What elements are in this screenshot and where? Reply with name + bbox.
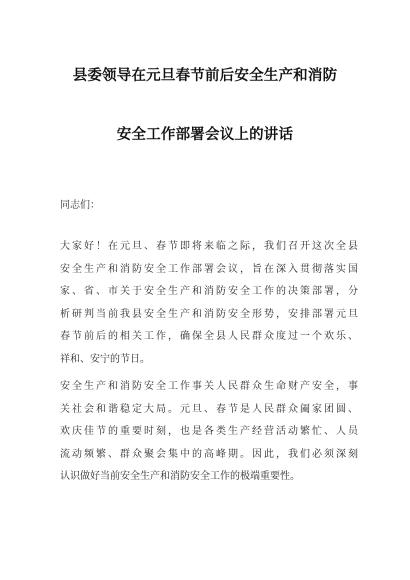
paragraph-line: 认识做好当前安全生产和消防安全工作的极端重要性。 bbox=[60, 471, 300, 483]
paragraph-line: 家、省、市关于安全生产和消防安全工作的决策部署，分 bbox=[60, 286, 358, 298]
paragraph-line: 春节前后的相关工作，确保全县人民群众度过一个欢乐、 bbox=[60, 331, 358, 343]
paragraph-line: 关社会和谐稳定大局。元旦、春节是人民群众阖家团圆、 bbox=[60, 403, 358, 415]
paragraph-line: 祥和、安宁的节日。 bbox=[60, 353, 150, 365]
paragraph-line: 欢庆佳节的重要时刻，也是各类生产经营活动繁忙、人员 bbox=[60, 426, 358, 438]
salutation: 同志们： bbox=[60, 200, 100, 211]
document-title-line-1: 县委领导在元旦春节前后安全生产和消防 bbox=[72, 68, 338, 84]
paragraph-line: 流动频繁、群众聚会集中的高峰期。因此，我们必须深刻 bbox=[60, 448, 358, 460]
document-title-line-2: 安全工作部署会议上的讲话 bbox=[116, 127, 294, 143]
paragraph-2 bbox=[60, 376, 358, 489]
paragraph-1 bbox=[60, 236, 358, 372]
paragraph-line: 安全生产和消防安全工作部署会议，旨在深入贯彻落实国 bbox=[60, 263, 358, 275]
paragraph-line: 安全生产和消防安全工作事关人民群众生命财产安全，事 bbox=[60, 381, 358, 392]
paragraph-line: 析研判当前我县安全生产和消防安全形势，安排部署元旦 bbox=[60, 308, 358, 320]
paragraph-line: 大家好！在元旦、春节即将来临之际，我们召开这次全县 bbox=[60, 241, 358, 252]
